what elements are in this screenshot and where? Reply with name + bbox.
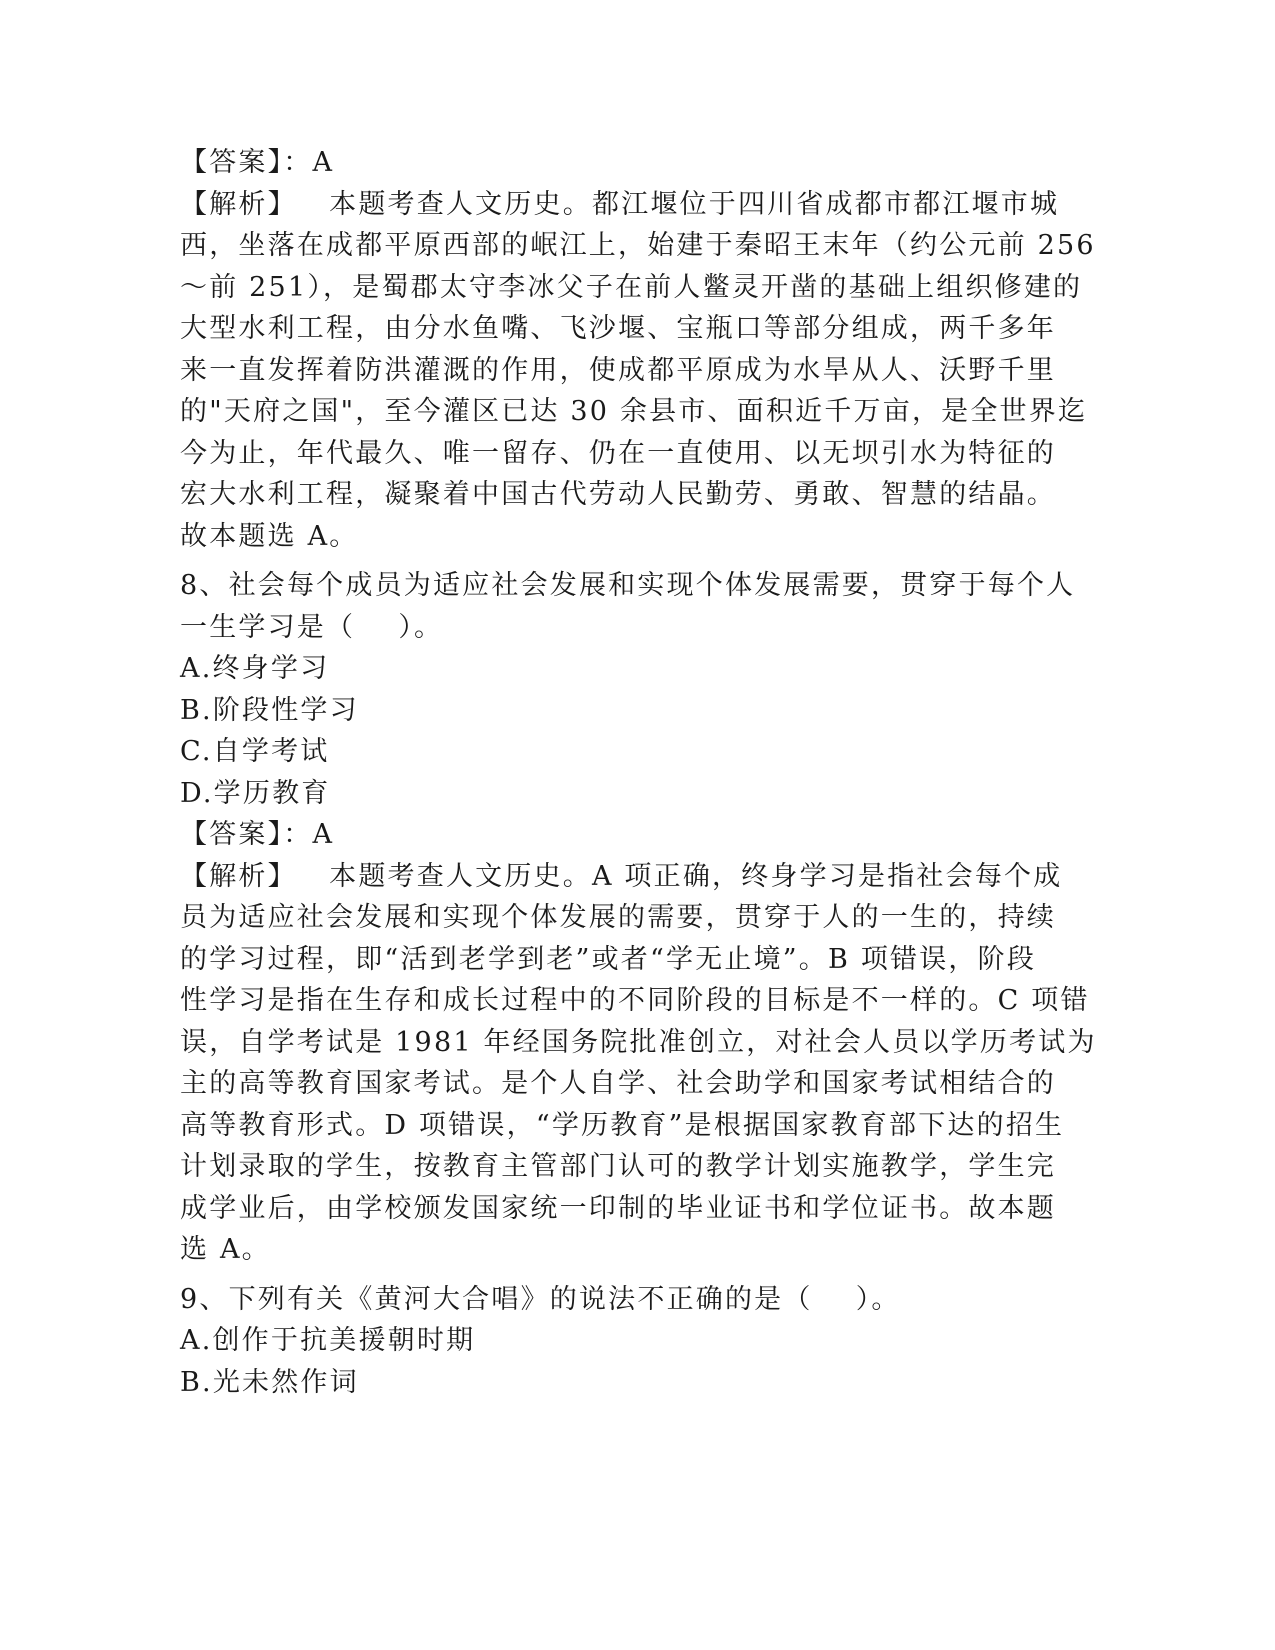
- q8-question-line: 一生学习是（ ）。: [180, 611, 444, 643]
- q8-option-c: C.自学考试: [180, 736, 330, 767]
- question-9: [180, 1279, 1060, 1404]
- q8-explanation-line: 性学习是指在生存和成长过程中的不同阶段的目标是不一样的。C 项错: [180, 985, 1090, 1016]
- q8-explanation: [180, 856, 1097, 1271]
- q8-option-d: D.学历教育: [180, 777, 331, 809]
- q8-option-b: B.阶段性学习: [180, 694, 359, 726]
- q7-explanation-line: 来一直发挥着防洪灌溉的作用，使成都平原成为水旱从人、沃野千里: [180, 354, 1056, 386]
- q7-explanation-line: 【解析】 本题考查人文历史。都江堰位于四川省成都市都江堰市城: [180, 188, 1060, 220]
- q8-explanation-line: 的学习过程，即“活到老学到老”或者“学无止境”。B 项错误，阶段: [180, 943, 1037, 975]
- q7-explanation: [180, 184, 1096, 558]
- q7-explanation-line: 宏大水利工程，凝聚着中国古代劳动人民勤劳、勇敢、智慧的结晶。: [180, 479, 1056, 510]
- q8-question-line: 8、社会每个成员为适应社会发展和实现个体发展需要，贯穿于每个人: [180, 570, 1076, 601]
- question-8: [180, 565, 1097, 1271]
- q7-explanation-line: 大型水利工程，由分水鱼嘴、飞沙堰、宝瓶口等部分组成，两千多年: [180, 313, 1056, 344]
- q7-explanation-line: 西，坐落在成都平原西部的岷江上，始建于秦昭王末年（约公元前 256: [180, 230, 1096, 261]
- q8-explanation-line: 主的高等教育国家考试。是个人自学、社会助学和国家考试相结合的: [180, 1068, 1056, 1099]
- q7-explanation-line: 故本题选 A。: [180, 520, 359, 552]
- document-page: [180, 142, 1097, 1403]
- q8-explanation-line: 员为适应社会发展和实现个体发展的需要，贯穿于人的一生的，持续: [180, 902, 1056, 933]
- q9-option-b: B.光未然作词: [180, 1366, 359, 1398]
- q8-explanation-line: 误，自学考试是 1981 年经国务院批准创立，对社会人员以学历考试为: [180, 1026, 1097, 1058]
- q8-explanation-line: 成学业后，由学校颁发国家统一印制的毕业证书和学位证书。故本题: [180, 1192, 1056, 1224]
- q7-explanation-line: ～前 251），是蜀郡太守李冰父子在前人鳖灵开凿的基础上组织修建的: [180, 271, 1083, 303]
- q8-answer: 【答案】：A: [180, 819, 335, 850]
- q8-explanation-line: 计划录取的学生，按教育主管部门认可的教学计划实施教学，学生完: [180, 1151, 1056, 1182]
- q7-answer: 【答案】：A: [180, 147, 335, 178]
- q8-explanation-line: 【解析】 本题考查人文历史。A 项正确，终身学习是指社会每个成: [180, 860, 1063, 892]
- q9-question-line: 9、下列有关《黄河大合唱》的说法不正确的是（ ）。: [180, 1283, 901, 1315]
- q8-explanation-line: 选 A。: [180, 1234, 271, 1265]
- q8-explanation-line: 高等教育形式。D 项错误，“学历教育”是根据国家教育部下达的招生: [180, 1109, 1065, 1141]
- q7-explanation-line: 的"天府之国"，至今灌区已达 30 余县市、面积近千万亩，是全世界迄: [180, 396, 1088, 427]
- q7-answer-block: [180, 142, 1096, 557]
- q8-option-a: A.终身学习: [180, 653, 330, 684]
- q7-explanation-line: 今为止，年代最久、唯一留存、仍在一直使用、以无坝引水为特征的: [180, 437, 1056, 469]
- q9-option-a: A.创作于抗美援朝时期: [180, 1325, 476, 1356]
